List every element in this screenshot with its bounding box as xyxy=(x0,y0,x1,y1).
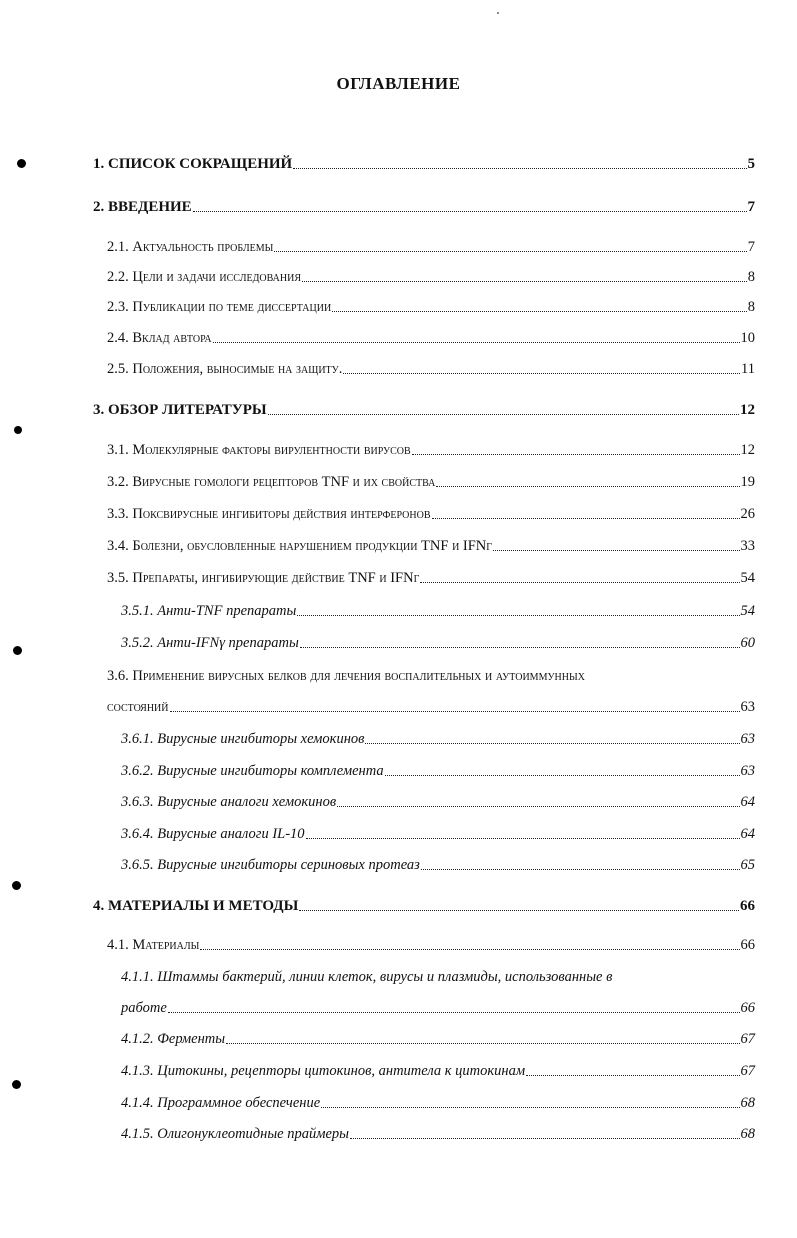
dot-leader xyxy=(321,1107,739,1108)
toc-label: 3.6.4. Вирусные аналоги IL-10 xyxy=(121,826,305,842)
toc-entry-3-6-1[interactable] xyxy=(121,730,755,748)
toc-label: 3.6.1. Вирусные ингибиторы хемокинов xyxy=(121,731,365,747)
toc-entry-3-5-2[interactable] xyxy=(121,634,755,652)
toc-entry-4-1-1[interactable] xyxy=(121,999,755,1017)
dot-leader xyxy=(299,910,739,911)
toc-page: 63 xyxy=(740,699,755,715)
toc-page: 12 xyxy=(740,402,755,418)
toc-entry-3-5[interactable] xyxy=(107,569,755,587)
toc-page: 54 xyxy=(740,570,755,586)
toc-entry-3-6-5[interactable] xyxy=(121,856,755,874)
toc-entry-3-5-1[interactable] xyxy=(121,602,755,620)
dot-leader xyxy=(300,647,740,648)
dot-leader xyxy=(432,518,740,519)
toc-label: работе xyxy=(121,1000,167,1016)
page-title: ОГЛАВЛЕНИЕ xyxy=(336,74,461,93)
toc-label: 3.6.5. Вирусные ингибиторы сериновых протеаз xyxy=(121,857,420,873)
binding-hole-mark xyxy=(14,426,22,434)
toc-label: 2.3. Публикации по теме диссертации xyxy=(107,299,332,315)
toc-page: 64 xyxy=(740,826,755,842)
toc-entry-2-1[interactable] xyxy=(107,238,755,256)
toc-entry-3-6-line1[interactable]: 3.6. Применение вирусных белков для лечения воспалительных и аутоиммунных xyxy=(107,668,585,684)
dot-leader xyxy=(293,168,746,169)
dot-leader xyxy=(297,615,739,616)
toc-page: 5 xyxy=(747,156,755,172)
toc-label: 4. МАТЕРИАЛЫ И МЕТОДЫ xyxy=(93,898,299,914)
toc-page: 26 xyxy=(740,506,755,522)
dot-leader xyxy=(200,949,739,950)
dot-leader xyxy=(350,1138,740,1139)
toc-entry-2-3[interactable] xyxy=(107,298,755,316)
toc-page: 7 xyxy=(747,239,755,255)
toc-page: 67 xyxy=(740,1063,755,1079)
toc-label: 4.1.5. Олигонуклеотидные праймеры xyxy=(121,1126,349,1142)
toc-label: 2.1. Актуальность проблемы xyxy=(107,239,274,255)
toc-entry-4[interactable] xyxy=(93,897,755,915)
toc-label: 3. ОБЗОР ЛИТЕРАТУРЫ xyxy=(93,402,267,418)
dot-leader xyxy=(193,211,747,212)
dot-leader xyxy=(302,281,747,282)
dot-leader xyxy=(365,743,739,744)
toc-label: 2.5. Положения, выносимые на защиту. xyxy=(107,361,343,377)
toc-label: 2.4. Вклад автора xyxy=(107,330,212,346)
toc-label: 4.1.4. Программное обеспечение xyxy=(121,1095,321,1111)
toc-page: 33 xyxy=(740,538,755,554)
dot-leader xyxy=(332,311,747,312)
toc-entry-3-6-3[interactable] xyxy=(121,793,755,811)
dot-leader xyxy=(170,711,740,712)
toc-page: 54 xyxy=(740,603,755,619)
dot-leader xyxy=(436,486,739,487)
toc-page: 12 xyxy=(740,442,755,458)
toc-entry-2-4[interactable] xyxy=(107,329,755,347)
toc-entry-3[interactable] xyxy=(93,401,755,419)
toc-label: 3.5.2. Анти-IFNγ препараты xyxy=(121,635,299,651)
toc-label: 3.4. Болезни, обусловленные нарушением продукции TNF и IFNγ xyxy=(107,538,493,554)
dot-leader xyxy=(274,251,746,252)
toc-label: 1. СПИСОК СОКРАЩЕНИЙ xyxy=(93,156,293,172)
dot-leader xyxy=(412,454,740,455)
toc-label: состояний xyxy=(107,699,169,715)
toc-page: 68 xyxy=(740,1126,755,1142)
toc-label: 3.5. Препараты, ингибирующие действие TNF и IFNγ xyxy=(107,570,420,586)
toc-page: 66 xyxy=(740,898,755,914)
dot-leader xyxy=(213,342,740,343)
toc-page: 19 xyxy=(740,474,755,490)
dot-leader xyxy=(226,1043,739,1044)
toc-page: 10 xyxy=(740,330,755,346)
toc-page: 60 xyxy=(740,635,755,651)
toc-entry-2-2[interactable] xyxy=(107,268,755,286)
toc-label: 3.3. Поксвирусные ингибиторы действия интерферонов xyxy=(107,506,431,522)
toc-page: 64 xyxy=(740,794,755,810)
toc-label: 3.2. Вирусные гомологи рецепторов TNF и их свойства xyxy=(107,474,436,490)
toc-entry-3-6-4[interactable] xyxy=(121,825,755,843)
dot-leader xyxy=(420,582,739,583)
toc-entry-4-1-1-line1[interactable]: 4.1.1. Штаммы бактерий, линии клеток, вирусы и плазмиды, использованные в xyxy=(121,969,613,985)
dot-leader xyxy=(421,869,740,870)
toc-label: 3.6.3. Вирусные аналоги хемокинов xyxy=(121,794,337,810)
toc-page: 7 xyxy=(747,199,755,215)
dot-leader xyxy=(343,373,740,374)
toc-entry-2-5[interactable] xyxy=(107,360,755,378)
dot-leader xyxy=(306,838,740,839)
toc-label: 4.1.2. Ферменты xyxy=(121,1031,226,1047)
toc-page: 8 xyxy=(747,269,755,285)
binding-hole-mark xyxy=(13,646,22,655)
toc-page: 68 xyxy=(740,1095,755,1111)
toc-page: 66 xyxy=(740,937,755,953)
toc-entry-3-3[interactable] xyxy=(107,505,755,523)
dot-leader xyxy=(493,550,739,551)
toc-label: 3.1. Молекулярные факторы вирулентности вирусов xyxy=(107,442,411,458)
toc-entry-3-6[interactable] xyxy=(107,698,755,716)
toc-page: 11 xyxy=(741,361,755,377)
toc-entry-4-1-2[interactable] xyxy=(121,1030,755,1048)
toc-page: 67 xyxy=(740,1031,755,1047)
dot-leader xyxy=(337,806,739,807)
toc-entry-3-4[interactable] xyxy=(107,537,755,555)
binding-hole-mark xyxy=(17,159,26,168)
toc-label: 3.5.1. Анти-TNF препараты xyxy=(121,603,297,619)
dot-leader xyxy=(168,1012,740,1013)
toc-entry-4-1[interactable] xyxy=(107,936,755,954)
toc-entry-4-1-3[interactable] xyxy=(121,1062,755,1080)
binding-hole-mark xyxy=(12,1080,21,1089)
binding-hole-mark xyxy=(12,881,21,890)
toc-entry-4-1-5[interactable] xyxy=(121,1125,755,1143)
toc-entry-3-2[interactable] xyxy=(107,473,755,491)
toc-page: 63 xyxy=(740,763,755,779)
toc-page: 8 xyxy=(747,299,755,315)
toc-entry-4-1-4[interactable] xyxy=(121,1094,755,1112)
toc-label: 4.1.3. Цитокины, рецепторы цитокинов, антитела к цитокинам xyxy=(121,1063,526,1079)
toc-page: 63 xyxy=(740,731,755,747)
toc-page: 65 xyxy=(740,857,755,873)
toc-label: 2.2. Цели и задачи исследования xyxy=(107,269,302,285)
toc-page: 66 xyxy=(740,1000,755,1016)
toc-label: 2. ВВЕДЕНИЕ xyxy=(93,199,192,215)
toc-entry-2[interactable] xyxy=(93,198,755,216)
toc-entry-3-1[interactable] xyxy=(107,441,755,459)
dot-leader xyxy=(526,1075,739,1076)
toc-entry-3-6-2[interactable] xyxy=(121,762,755,780)
dot-leader xyxy=(268,414,739,415)
toc-label: 3.6.2. Вирусные ингибиторы комплемента xyxy=(121,763,384,779)
dot-leader xyxy=(385,775,740,776)
toc-label: 4.1. Материалы xyxy=(107,937,200,953)
toc-entry-1[interactable] xyxy=(93,155,755,173)
